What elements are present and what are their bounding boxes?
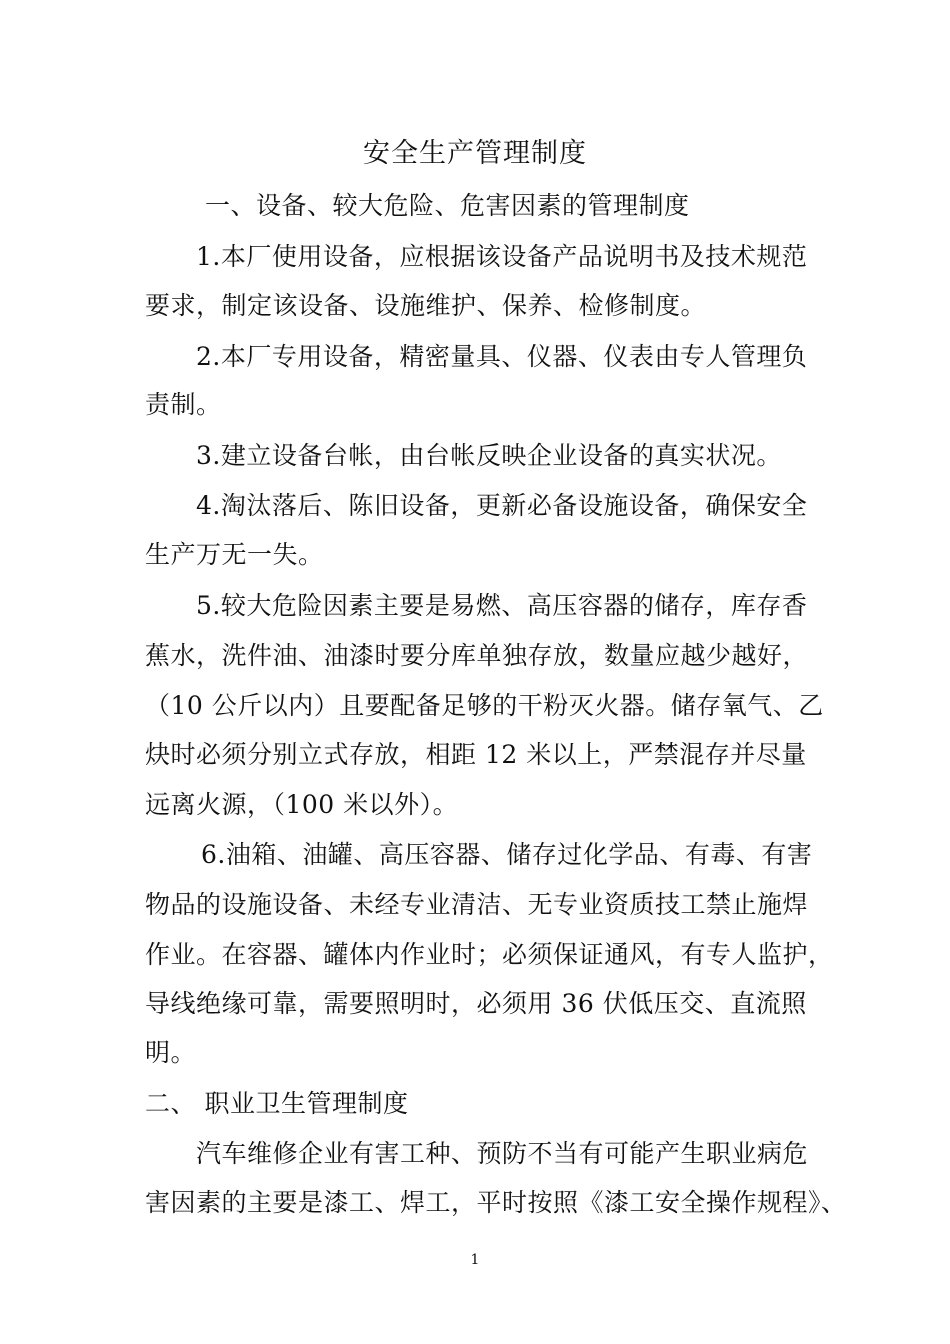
paragraph-line: 蕉水，洗件油、油漆时要分库单独存放，数量应越少越好， [145, 641, 809, 670]
paragraph-line: 物品的设施设备、未经专业清洁、无专业资质技工禁止施焊 [145, 890, 809, 919]
paragraph-line: 6.油箱、油罐、高压容器、储存过化学品、有毒、有害 [201, 840, 813, 869]
page-number: 1 [470, 1252, 480, 1268]
paragraph-line: 生产万无一失。 [145, 540, 324, 569]
paragraph-line: 要求，制定该设备、设施维护、保养、检修制度。 [145, 291, 707, 320]
section-heading-1: 一、设备、较大危险、危害因素的管理制度 [205, 191, 690, 220]
paragraph-line: 3.建立设备台帐，由台帐反映企业设备的真实状况。 [196, 441, 782, 470]
paragraph-line: 害因素的主要是漆工、焊工，平时按照《漆工安全操作规程》、 [145, 1188, 847, 1217]
paragraph-line: 明。 [145, 1038, 197, 1067]
document-title: 安全生产管理制度 [363, 138, 587, 169]
paragraph-line: 1.本厂使用设备，应根据该设备产品说明书及技术规范 [196, 242, 808, 271]
paragraph-line: 4.淘汰落后、陈旧设备，更新必备设施设备，确保安全 [196, 491, 808, 520]
paragraph-line: （10 公斤以内）且要配备足够的干粉灭火器。储存氧气、乙 [145, 691, 824, 720]
paragraph-line: 责制。 [145, 390, 222, 419]
paragraph-line: 远离火源，（100 米以外）。 [145, 790, 459, 819]
section-heading-2: 二、 职业卫生管理制度 [145, 1089, 409, 1118]
paragraph-line: 汽车维修企业有害工种、预防不当有可能产生职业病危 [196, 1139, 809, 1168]
paragraph-line: 作业。在容器、罐体内作业时；必须保证通风，有专人监护， [145, 940, 834, 969]
paragraph-line: 炔时必须分别立式存放，相距 12 米以上，严禁混存并尽量 [145, 740, 807, 769]
paragraph-line: 2.本厂专用设备，精密量具、仪器、仪表由专人管理负 [196, 342, 808, 371]
paragraph-line: 5.较大危险因素主要是易燃、高压容器的储存，库存香 [196, 591, 808, 620]
paragraph-line: 导线绝缘可靠，需要照明时，必须用 36 伏低压交、直流照 [145, 989, 807, 1018]
